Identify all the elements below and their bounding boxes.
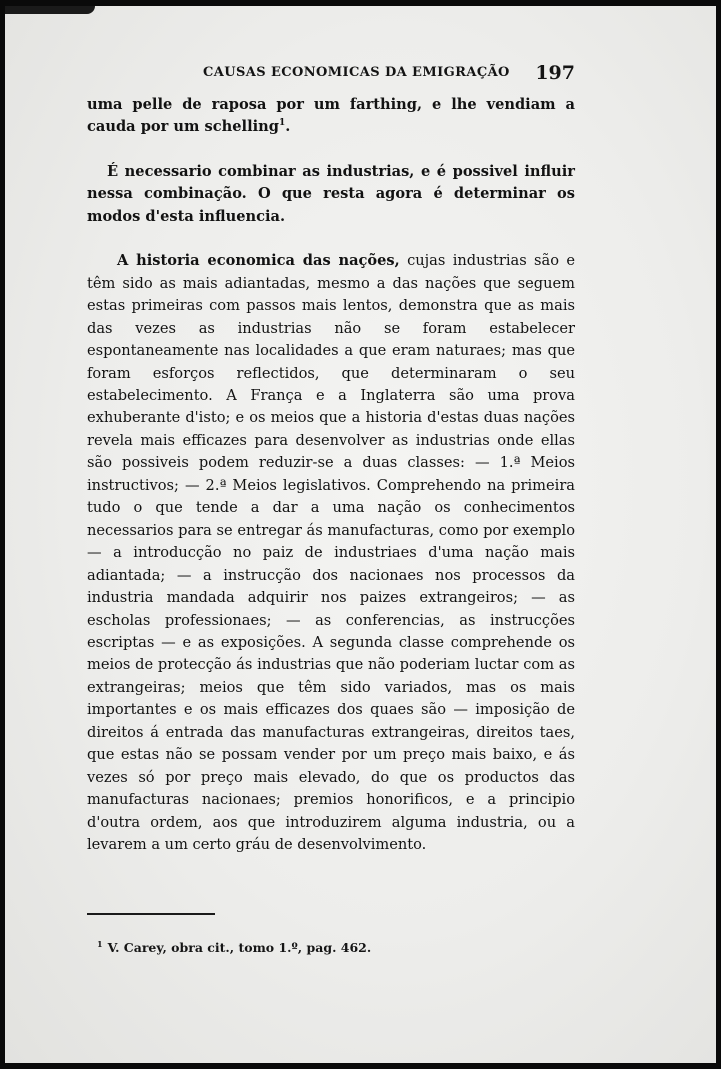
footnote [97, 939, 575, 955]
paragraph-3-rest: cujas industrias são e têm sido as mais adiantadas, mesmo a das nações que seguem estas primeiras com passos mais lentos, demonstra que as mais das vezes as industrias não se foram estabelecer espontaneamente nas localidades a que eram naturaes; mas que foram esforços reflectidos, que determinaram o seu estabelecimento. A França e a Inglaterra são uma prova exhuberante d'isto; e os meios que a historia d'estas duas nações revela mais efficazes para desenvolver as industrias onde ellas são possiveis podem reduzir-se a duas classes: — 1.ª Meios instructivos; — 2.ª Meios legislativos. Comprehendo na primeira tudo o que tende a dar a uma nação os conhecimentos necessarios para se entregar ás manufacturas, como por exemplo — a introducção no paiz de industriaes d'uma nação mais adiantada; — a instrucção dos nacionaes nos processos da industria mandada adquirir nos paizes extrangeiros; — as escholas professionaes; — as conferencias, as instrucções escriptas — e as exposições. A segunda classe comprehende os meios de protecção ás industrias que não poderiam luctar com as extrangeiras; meios que têm sido variados, mas os mais importantes e os mais efficazes dos quaes são — imposição de direitos á entrada das manufacturas extrangeiras, direitos taes, que estas não se possam vender por um preço mais baixo, e ás vezes só por preço mais elevado, do que os productos das manufacturas nacionaes; premios honorificos, e a principio d'outra ordem, aos que introduzirem alguma industria, ou a levarem a um certo gráu de desenvolvimento. [87, 252, 576, 854]
paragraph-1 [87, 94, 575, 139]
corner-ink-blot [5, 6, 95, 14]
paragraph-1-end: . [285, 118, 291, 136]
footnote-marker: 1 [97, 939, 103, 949]
body-text [87, 94, 575, 857]
book-page [5, 6, 716, 1063]
footnote-divider [87, 913, 215, 915]
paragraph-3 [87, 250, 575, 856]
footnote-reference: 1 [278, 118, 286, 129]
running-head: CAUSAS ECONOMICAS DA EMIGRAÇÃO [203, 65, 510, 80]
paragraph-3-lead: A historia economica das nações, [117, 252, 400, 270]
footnote-text: V. Carey, obra cit., tomo 1.º, pag. 462. [107, 940, 372, 956]
page-number: 197 [535, 62, 575, 84]
paragraph-1-text: uma pelle de raposa por um farthing, e lhe vendiam a cauda por um schelling [87, 96, 575, 136]
page-header [203, 62, 575, 86]
paragraph-2: É necessario combinar as industrias, e é possivel influir nessa combinação. O que resta agora é determinar os modos d'esta influencia. [87, 162, 575, 225]
